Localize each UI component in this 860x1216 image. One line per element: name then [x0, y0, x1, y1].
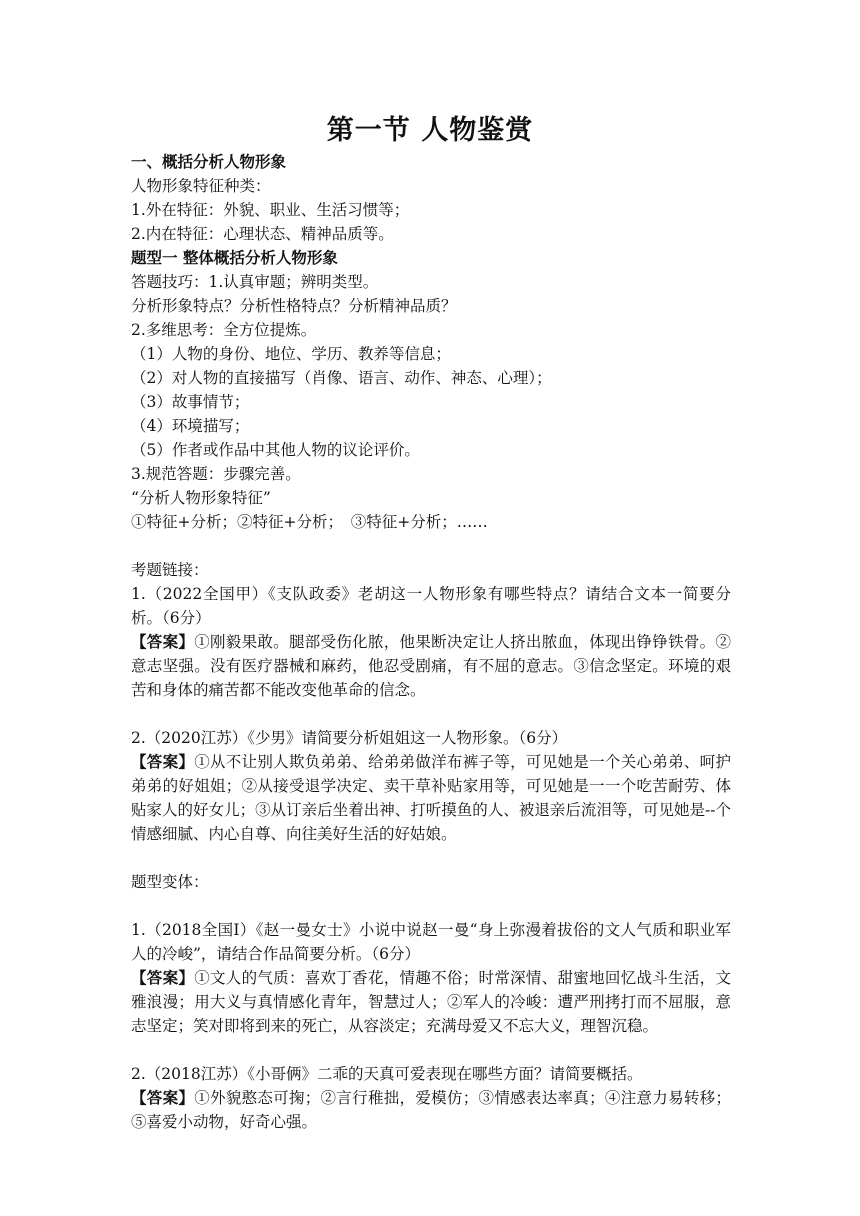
spacer	[131, 702, 731, 726]
answer-tag: 【答案】	[131, 968, 195, 987]
spacer	[131, 1038, 731, 1062]
text-line: ①特征+分析；②特征+分析； ③特征+分析；……	[131, 513, 488, 531]
exam-link-label: 考题链接：	[131, 561, 209, 579]
answer-paragraph	[131, 630, 731, 702]
text-line: （1）人物的身份、地位、学历、教养等信息；	[131, 345, 451, 363]
answer-tag: 【答案】	[131, 632, 195, 651]
answer-tag: 【答案】	[131, 1088, 195, 1107]
text-line: 人物形象特征种类：	[131, 177, 271, 195]
text-line: （4）环境描写；	[131, 417, 250, 435]
page-title: 第一节 人物鉴赏	[326, 115, 534, 146]
answer-paragraph	[131, 966, 731, 1038]
spacer	[131, 534, 731, 558]
type-heading: 题型一 整体概括分析人物形象	[131, 249, 338, 267]
answer-paragraph	[131, 1086, 731, 1134]
text-line: 2.内在特征：心理状态、精神品质等。	[131, 225, 394, 243]
text-line: （3）故事情节；	[131, 393, 250, 411]
text-line: 分析形象特点？分析性格特点？分析精神品质？	[131, 297, 457, 315]
answer-text: ①从不让别人欺负弟弟、给弟弟做洋布裤子等，可见她是一个关心弟弟、呵护弟弟的好姐姐；②从接受退学决定、卖干草补贴家用等，可见她是一一个吃苦耐劳、体贴家人的好女儿；③从订亲后坐着出神、打听摸鱼的人、被退亲后流泪等，可见她是--个情感细腻、内心自尊、向往美好生活的好姑娘。	[131, 753, 731, 843]
spacer	[131, 894, 731, 918]
answer-paragraph	[131, 750, 731, 846]
answer-text: ①外貌憨态可掬；②言行稚拙，爱模仿；③情感表达率真；④注意力易转移；⑤喜爱小动物，好奇心强。	[131, 1089, 731, 1131]
text-line: 答题技巧：1.认真审题；辨明类型。	[131, 273, 379, 291]
answer-text: ①文人的气质：喜欢丁香花，情趣不俗；时常深情、甜蜜地回忆战斗生活，文雅浪漫；用大义与真情感化青年，智慧过人；②军人的冷峻：遭严刑拷打而不屈服，意志坚定；笑对即将到来的死亡，从容淡定；充满母爱又不忘大义，理智沉稳。	[131, 969, 731, 1035]
text-line: 1.外在特征：外貌、职业、生活习惯等；	[131, 201, 410, 219]
text-line: （2）对人物的直接描写（肖像、语言、动作、神态、心理）；	[131, 369, 552, 387]
question-text: 2.（2020江苏）《少男》请简要分析姐姐这一人物形象。（6分）	[131, 729, 568, 747]
text-line: 2.多维思考：全方位提炼。	[131, 321, 317, 339]
text-line: （5）作者或作品中其他人物的议论评价。	[131, 441, 420, 459]
question-text: 1.（2018全国Ⅰ）《赵一曼女士》小说中说赵一曼“身上弥漫着拔俗的文人气质和职业军人的冷峻”，请结合作品简要分析。（6分）	[131, 921, 731, 963]
variants-label: 题型变体：	[131, 873, 209, 891]
document-body	[131, 150, 731, 1134]
spacer	[131, 846, 731, 870]
text-line: 3.规范答题：步骤完善。	[131, 465, 301, 483]
section-heading: 一、概括分析人物形象	[131, 153, 287, 171]
text-line: “分析人物形象特征”	[131, 489, 271, 507]
answer-tag: 【答案】	[131, 752, 195, 771]
answer-text: ①刚毅果敢。腿部受伤化脓，他果断决定让人挤出脓血，体现出铮铮铁骨。②意志坚强。没有医疗器械和麻药，他忍受剧痛，有不屈的意志。③信念坚定。环境的艰苦和身体的痛苦都不能改变他革命的信念。	[131, 633, 731, 699]
question-text: 2.（2018江苏）《小哥俩》二乖的天真可爱表现在哪些方面？请简要概括。	[131, 1065, 643, 1083]
question-text: 1.（2022全国甲）《支队政委》老胡这一人物形象有哪些特点？请结合文本一简要分析。（6分）	[131, 585, 731, 627]
